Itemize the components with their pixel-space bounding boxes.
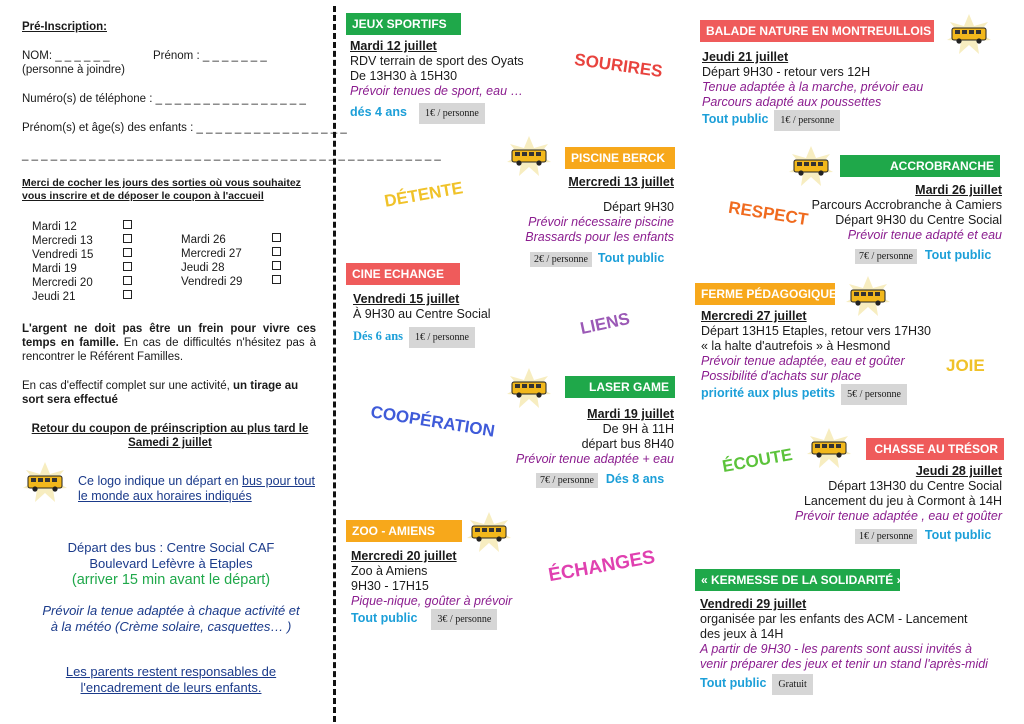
activity-note: Brassards pour les enfants <box>525 230 674 244</box>
activity-title-cine: CINE ECHANGE <box>346 263 460 285</box>
merci-instruction: Merci de cocher les jours des sorties où vous souhaitez vous inscrire et de déposer le coupon à l'accueil <box>22 177 301 202</box>
activity-public: Tout public <box>924 528 992 542</box>
activity-jeux <box>350 39 524 124</box>
activity-ferme <box>701 309 931 405</box>
activity-title-kermesse: « KERMESSE DE LA SOLIDARITÉ » <box>695 569 900 591</box>
activity-date: Jeudi 28 juillet <box>915 464 1002 478</box>
activity-public: Dés 8 ans <box>605 472 665 486</box>
checkbox-icon[interactable] <box>272 275 281 284</box>
checkbox-icon[interactable] <box>272 247 281 256</box>
day-row[interactable] <box>32 262 132 276</box>
word-cooperation: COOPÉRATION <box>369 402 497 441</box>
activity-zoo <box>351 549 512 630</box>
word-sourires: SOURIRES <box>573 49 664 82</box>
piscine-footer <box>524 249 664 267</box>
activity-date: Vendredi 29 juillet <box>700 597 807 611</box>
bus-depart: Départ des bus : Centre Social CAF <box>67 540 275 555</box>
effectif-text: En cas d'effectif complet sur une activité, <box>22 380 234 392</box>
nom-field[interactable]: NOM: _ _ _ _ _ _ <box>22 50 110 62</box>
activity-line: Départ 9H30 <box>603 200 674 214</box>
activity-line: des jeux à 14H <box>700 627 784 641</box>
day-label: Mardi 19 <box>32 263 77 275</box>
price-badge: 2€ / personne <box>530 252 592 267</box>
price-badge: 1€ / personne <box>409 327 475 348</box>
activity-date: Mercredi 20 juillet <box>351 549 457 563</box>
activity-line: Parcours Accrobranche à Camiers <box>811 198 1002 212</box>
checkbox-icon[interactable] <box>272 233 281 242</box>
word-liens: LIENS <box>578 309 632 339</box>
bus-icon <box>22 462 68 502</box>
activity-note: Pique-nique, goûter à prévoir <box>351 594 513 608</box>
enfants-field[interactable]: Prénom(s) et âge(s) des enfants : _ _ _ _ _ _ _ _ _ _ _ _ _ _ _ _ <box>22 122 347 134</box>
activity-note: Prévoir tenues de sport, eau … <box>350 84 524 98</box>
activity-line: Lancement du jeu à Cormont à 14H <box>803 494 1002 508</box>
checkbox-icon[interactable] <box>123 290 132 299</box>
dash-line: _ _ _ _ _ _ _ _ _ _ _ _ _ _ _ _ _ _ _ _ _ _ _ _ _ _ _ _ _ _ _ _ _ _ _ _ _ _ _ _ _ _ _ _ <box>22 149 441 161</box>
activity-cine <box>353 292 491 348</box>
day-label: Mercredi 20 <box>32 277 93 289</box>
activity-date: Mercredi 27 juillet <box>701 309 807 323</box>
day-row[interactable] <box>181 261 281 275</box>
activity-public: Tout public <box>702 112 769 126</box>
activity-line: départ bus 8H40 <box>581 437 674 451</box>
accro-footer <box>849 246 991 264</box>
day-row[interactable] <box>32 276 132 290</box>
activity-line: 9H30 - 17H15 <box>351 579 429 593</box>
day-row[interactable] <box>32 290 132 304</box>
activity-balade <box>702 50 923 131</box>
day-row[interactable] <box>32 248 132 262</box>
activity-note: Prévoir tenue adaptée , eau et goûter <box>794 509 1002 523</box>
activity-note: Possibilité d'achats sur place <box>701 369 862 383</box>
day-label: Jeudi 21 <box>32 291 76 303</box>
nom-note: (personne à joindre) <box>22 64 125 76</box>
day-label: Mardi 26 <box>181 234 226 246</box>
checkbox-icon[interactable] <box>123 248 132 257</box>
laser-footer <box>530 470 664 488</box>
bus-departure-info <box>22 540 320 572</box>
day-label: Mercredi 13 <box>32 235 93 247</box>
activity-public: priorité aux plus petits <box>701 386 836 400</box>
activity-title-ferme: FERME PÉDAGOGIQUE <box>695 283 835 305</box>
activity-laser <box>434 407 674 467</box>
activity-line: organisée par les enfants des ACM - Lancement <box>700 612 968 626</box>
checkbox-icon[interactable] <box>123 220 132 229</box>
argent-bold: L'argent ne doit pas être un frein pour vivre ces temps en famille. <box>22 323 316 349</box>
bus-arrive: (arriver 15 min avant le départ) <box>71 572 271 588</box>
price-badge: 1€ / personne <box>419 103 485 124</box>
activity-line: Départ 13H15 Etaples, retour vers 17H30 <box>701 324 931 338</box>
bus-icon <box>506 368 552 408</box>
coupon-title: Pré-Inscription: <box>22 21 107 33</box>
day-row[interactable] <box>181 233 281 247</box>
activity-date: Mardi 12 juillet <box>350 39 437 53</box>
day-row[interactable] <box>32 234 132 248</box>
activity-public: Dés 6 ans <box>353 329 404 343</box>
activity-title-jeux: JEUX SPORTIFS <box>346 13 461 35</box>
price-badge: Gratuit <box>772 674 812 695</box>
activity-line: Départ 9H30 - retour vers 12H <box>702 65 871 79</box>
bus-icon <box>806 428 852 468</box>
activity-line: RDV terrain de sport des Oyats <box>350 54 524 68</box>
prenom-field[interactable]: Prénom : _ _ _ _ _ _ _ <box>153 50 267 62</box>
activity-title-balade: BALADE NATURE EN MONTREUILLOIS <box>700 20 934 42</box>
day-label: Vendredi 15 <box>32 249 94 261</box>
activity-date: Jeudi 21 juillet <box>702 50 789 64</box>
days-column-1 <box>32 220 132 304</box>
activity-chasse <box>742 464 1002 524</box>
dashed-divider <box>333 6 336 722</box>
activity-accro <box>742 183 1002 243</box>
activity-public: Tout public <box>700 676 767 690</box>
activity-title-piscine: PISCINE BERCK <box>565 147 675 169</box>
word-echanges: ÉCHANGES <box>546 546 657 587</box>
activity-date: Mardi 26 juillet <box>915 183 1002 197</box>
effectif-paragraph <box>22 379 316 407</box>
retour-coupon: Retour du coupon de préinscription au plus tard le Samedi 2 juillet <box>31 423 309 449</box>
day-label: Mercredi 27 <box>181 248 242 260</box>
price-badge: 1€ / personne <box>774 110 840 131</box>
activity-title-zoo: ZOO - AMIENS <box>346 520 462 542</box>
activity-note: Prévoir tenue adaptée, eau et goûter <box>701 354 905 368</box>
activity-title-chasse: CHASSE AU TRÉSOR <box>866 438 1004 460</box>
day-label: Vendredi 29 <box>181 276 243 288</box>
word-ecoute: ÉCOUTE <box>720 445 794 477</box>
activity-piscine <box>434 175 674 245</box>
activity-line: Zoo à Amiens <box>351 564 428 578</box>
price-badge: 7€ / personne <box>536 473 598 488</box>
parents-note: Les parents restent responsables de l'encadrement de leurs enfants. <box>65 664 277 695</box>
activity-title-laser: LASER GAME <box>565 376 675 398</box>
word-respect: RESPECT <box>727 197 810 230</box>
activity-line: De 13H30 à 15H30 <box>350 69 458 83</box>
activity-note: Prévoir tenue adapté et eau <box>847 228 1002 242</box>
effectif-bold: un tirage au sort sera effectué <box>22 380 299 406</box>
activity-line: De 9H à 11H <box>602 422 674 436</box>
logo-legend-a: Ce logo indique un départ en <box>78 474 243 488</box>
telephone-field[interactable]: Numéro(s) de téléphone : _ _ _ _ _ _ _ _ _ _ _ _ _ _ _ _ <box>22 93 306 105</box>
word-detente: DÉTENTE <box>382 178 465 211</box>
bus-icon <box>788 146 834 186</box>
logo-legend-b: bus pour tout le monde aux horaires indiqués <box>78 474 315 503</box>
activity-date: Vendredi 15 juillet <box>353 292 460 306</box>
activity-public: Tout public <box>924 248 992 262</box>
activity-title-accro: ACCROBRANCHE <box>840 155 1000 177</box>
activity-note: Tenue adaptée à la marche, prévoir eau <box>702 80 924 94</box>
checkbox-icon[interactable] <box>123 262 132 271</box>
activity-note: Prévoir tenue adaptée + eau <box>515 452 674 466</box>
activity-date: Mardi 19 juillet <box>587 407 674 421</box>
activity-public: dés 4 ans <box>350 105 407 119</box>
checkbox-icon[interactable] <box>123 234 132 243</box>
price-badge: 3€ / personne <box>431 609 497 630</box>
chasse-footer <box>849 526 991 544</box>
price-badge: 7€ / personne <box>855 249 917 264</box>
day-label: Jeudi 28 <box>181 262 225 274</box>
activity-note: Prévoir nécessaire piscine <box>528 215 674 229</box>
checkbox-icon[interactable] <box>123 276 132 285</box>
days-column-2 <box>181 233 281 289</box>
bus-address: Boulevard Lefèvre à Etaples <box>89 556 253 571</box>
day-row[interactable] <box>32 220 132 234</box>
bus-icon <box>466 512 512 552</box>
bus-icon <box>946 14 992 54</box>
word-joie: JOIE <box>946 356 985 375</box>
activity-public: Tout public <box>597 251 665 265</box>
activity-line: Départ 9H30 du Centre Social <box>835 213 1002 227</box>
activity-line: Départ 13H30 du Centre Social <box>828 479 1002 493</box>
day-row[interactable] <box>181 275 281 289</box>
activity-public: Tout public <box>351 611 418 625</box>
activity-note: A partir de 9H30 - les parents sont aussi invités à venir préparer des jeux et tenir un stand l'après-midi <box>700 642 988 671</box>
bus-logo-legend <box>78 474 320 504</box>
price-badge: 5€ / personne <box>841 384 907 405</box>
activity-line: « la halte d'autrefois » à Hesmond <box>701 339 891 353</box>
argent-paragraph <box>22 322 316 364</box>
day-label: Mardi 12 <box>32 221 77 233</box>
activity-note: Parcours adapté aux poussettes <box>702 95 882 109</box>
bus-icon <box>506 136 552 176</box>
tenue-note: Prévoir la tenue adaptée à chaque activité et à la météo (Crème solaire, casquettes… ) <box>42 603 300 634</box>
checkbox-icon[interactable] <box>272 261 281 270</box>
activity-kermesse <box>700 597 1000 695</box>
day-row[interactable] <box>181 247 281 261</box>
argent-rest: En cas de difficultés n'hésitez pas à rencontrer le Référent Familles. <box>22 337 316 363</box>
price-badge: 1€ / personne <box>855 529 917 544</box>
activity-line: À 9H30 au Centre Social <box>353 307 491 321</box>
activity-date: Mercredi 13 juillet <box>568 175 674 189</box>
